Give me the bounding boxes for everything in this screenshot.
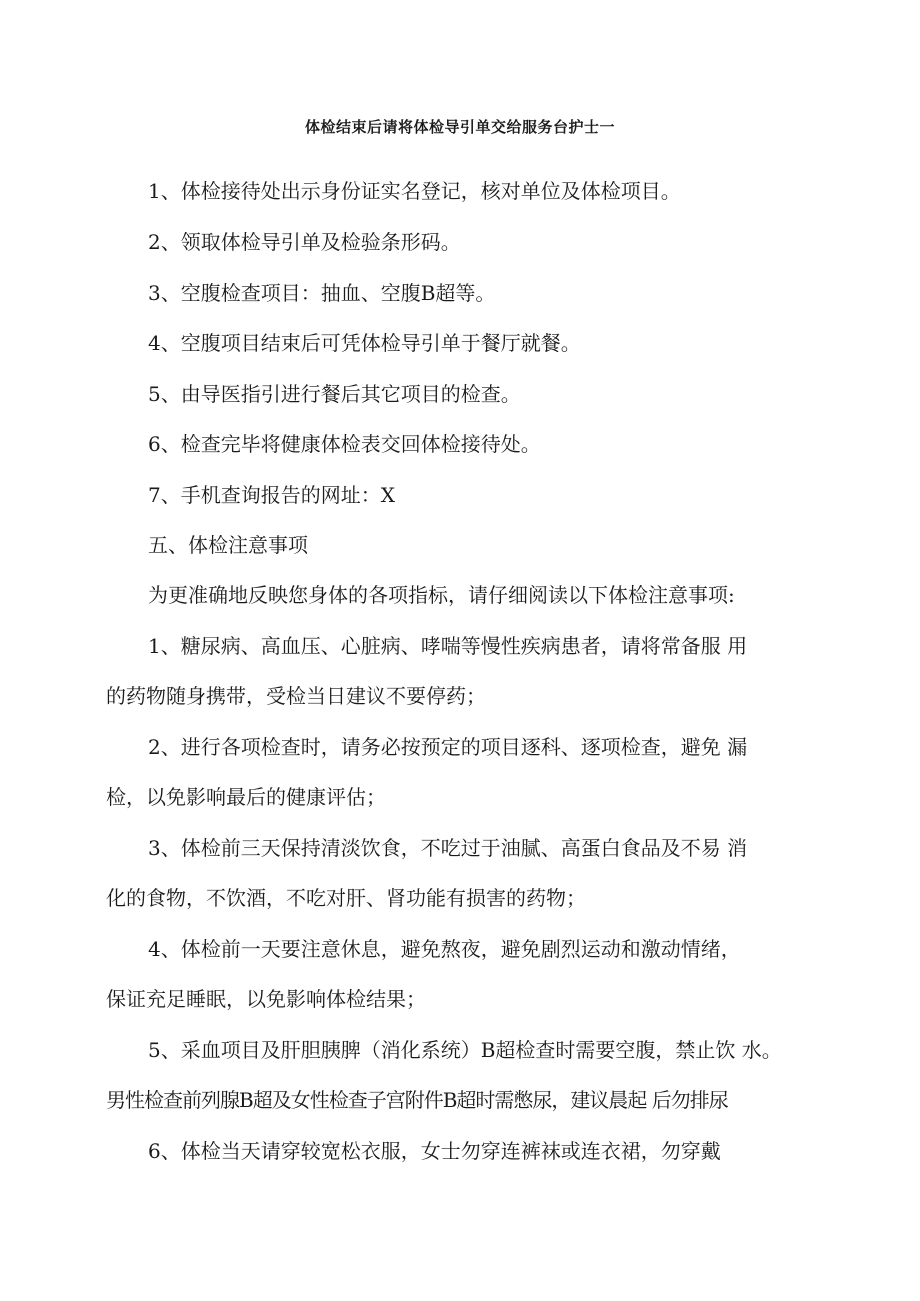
step-4: 4、空腹项目结束后可凭体检导引单于餐厅就餐。 (148, 331, 581, 355)
notice-5-line-1: 5、采血项目及肝胆胰脾（消化系统）B超检查时需要空腹，禁止饮 水。 (148, 1038, 782, 1062)
step-2: 2、领取体检导引单及检验条形码。 (148, 230, 461, 254)
notice-2-line-2: 检，以免影响最后的健康评估； (106, 785, 386, 809)
notice-1-line-2: 的药物随身携带，受检当日建议不要停药； (106, 684, 486, 708)
notice-4-line-1: 4、体检前一天要注意休息，避免熬夜，避免剧烈运动和激动情绪， (148, 937, 741, 961)
step-1: 1、体检接待处出示身份证实名登记，核对单位及体检项目。 (148, 179, 681, 203)
step-5: 5、由导医指引进行餐后其它项目的检查。 (148, 382, 521, 406)
notice-4-line-2: 保证充足睡眠，以免影响体检结果； (106, 987, 426, 1011)
notice-3-line-1: 3、体检前三天保持清淡饮食，不吃过于油腻、高蛋白食品及不易 消 (148, 836, 748, 860)
intro-paragraph: 为更准确地反映您身体的各项指标，请仔细阅读以下体检注意事项: (148, 583, 735, 607)
step-6: 6、检查完毕将健康体检表交回体检接待处。 (148, 432, 541, 456)
notice-5-line-2: 男性检查前列腺B超及女性检查子宫附件B超时需憋尿，建议晨起 后勿排尿 (106, 1088, 728, 1112)
notice-6-line-1: 6、体检当天请穿较宽松衣服，女士勿穿连裤袜或连衣裙，勿穿戴 (148, 1139, 721, 1163)
step-3: 3、空腹检查项目：抽血、空腹B超等。 (148, 281, 496, 305)
notice-1-line-1: 1、糖尿病、高血压、心脏病、哮喘等慢性疾病患者，请将常备服 用 (148, 634, 748, 658)
notice-3-line-2: 化的食物，不饮酒，不吃对肝、肾功能有损害的药物； (106, 886, 586, 910)
section-heading: 五、体检注意事项 (148, 533, 308, 557)
step-7: 7、手机查询报告的网址：X (148, 483, 395, 507)
document-title: 体检结束后请将体检导引单交给服务台护士一 (304, 118, 615, 136)
notice-2-line-1: 2、进行各项检查时，请务必按预定的项目逐科、逐项检查，避免 漏 (148, 735, 748, 759)
